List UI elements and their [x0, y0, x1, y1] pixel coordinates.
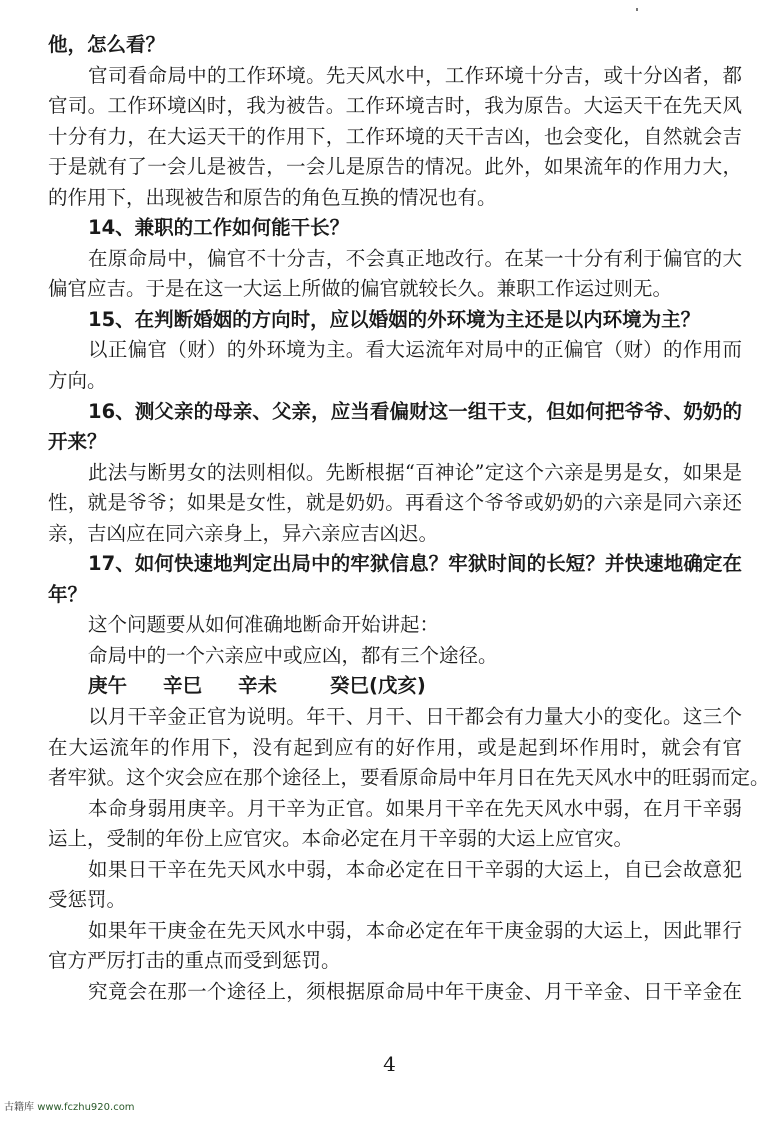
text-line: 如果日干辛在先天风水中弱，本命必定在日干辛弱的大运上，自已会故意犯 [88, 857, 742, 881]
paragraph [48, 641, 742, 672]
paragraph [48, 855, 742, 916]
paragraph [48, 244, 742, 305]
text-line: 以正偏官（财）的外环境为主。看大运流年对局中的正偏官（财）的作用而 [88, 338, 742, 362]
text-line: 者牢狱。这个灾会应在那个途径上，要看原命局中年月日在先天风水中的旺弱而定。 [48, 766, 770, 790]
text-line: 受惩罚。 [48, 888, 127, 912]
paragraph [48, 61, 742, 214]
question-heading [48, 305, 742, 336]
body-text [48, 30, 770, 1008]
text-line: 如果年干庚金在先天风水中弱，本命必定在年干庚金弱的大运上，因此罪行 [88, 918, 742, 942]
text-line: 于是就有了一会儿是被告，一会儿是原告的情况。此外，如果流年的作用力大， [48, 155, 742, 179]
text-line: 16、测父亲的母亲、父亲，应当看偏财这一组干支，但如何把爷爷、奶奶的 [88, 399, 742, 423]
text-line: 官司看命局中的工作环境。先天风水中，工作环境十分吉，或十分凶者，都 [88, 63, 742, 87]
text-line: 年？ [48, 582, 88, 606]
watermark-url: www.fczhu920.com [37, 1102, 135, 1113]
text-line: 他，怎么看？ [48, 33, 166, 56]
question-heading [48, 213, 742, 244]
text-line: 方向。 [48, 369, 107, 393]
text-line: 亲，吉凶应在同六亲身上，异六亲应吉凶迟。 [48, 521, 439, 545]
text-line: 14、兼职的工作如何能干长？ [88, 216, 350, 240]
watermark [4, 1098, 135, 1113]
paragraph [48, 916, 742, 977]
paragraph [48, 702, 770, 794]
question-heading [48, 549, 742, 610]
pillars-row [48, 671, 742, 702]
text-line: 开来？ [48, 430, 107, 454]
pillar: 庚午 [88, 674, 128, 698]
text-line: 本命身弱用庚辛。月干辛为正官。如果月干辛在先天风水中弱，在月干辛弱 [88, 796, 742, 820]
text-line: 官司。工作环境凶时，我为被告。工作环境吉时，我为原告。大运天干在先天风 [48, 94, 742, 118]
watermark-site: 古籍库 [4, 1102, 34, 1113]
paragraph [48, 977, 742, 1008]
text-line: 十分有力，在大运天干的作用下，工作环境的天干吉凶，也会变化，自然就会吉 [48, 124, 742, 148]
scan-speck [636, 8, 638, 11]
text-line: 在大运流年的作用下，没有起到应有的好作用，或是起到坏作用时，就会有官 [48, 735, 742, 759]
text-line: 这个问题要从如何准确地断命开始讲起： [88, 613, 440, 637]
paragraph [48, 458, 742, 550]
text-line: 偏官应吉。于是在这一大运上所做的偏官就较长久。兼职工作运过则无。 [48, 277, 673, 301]
paragraph [48, 794, 742, 855]
text-line: 15、在判断婚姻的方向时，应以婚姻的外环境为主还是以内环境为主？ [88, 307, 701, 331]
text-line: 官方严厉打击的重点而受到惩罚。 [48, 949, 341, 973]
text-line: 此法与断男女的法则相似。先断根据“百神论”定这个六亲是男是女，如果是 [88, 460, 742, 484]
text-line: 究竟会在那一个途径上，须根据原命局中年干庚金、月干辛金、日干辛金在 [88, 979, 742, 1003]
question-heading [48, 30, 742, 61]
text-line: 性，就是爷爷；如果是女性，就是奶奶。再看这个爷爷或奶奶的六亲是同六亲还 [48, 491, 742, 515]
text-line: 运上，受制的年份上应官灾。本命必定在月干辛弱的大运上应官灾。 [48, 827, 634, 851]
question-heading [48, 397, 742, 458]
text-line: 以月干辛金正官为说明。年干、月干、日干都会有力量大小的变化。这三个 [88, 705, 742, 729]
paragraph [48, 610, 742, 641]
pillar: 辛巳 [163, 674, 203, 698]
text-line: 命局中的一个六亲应中或应凶，都有三个途径。 [88, 643, 498, 667]
text-line: 17、如何快速地判定出局中的牢狱信息？牢狱时间的长短？并快速地确定在 [88, 552, 742, 576]
pillar: 辛未 [238, 674, 278, 698]
text-line: 的作用下，出现被告和原告的角色互换的情况也有。 [48, 185, 497, 209]
text-line: 在原命局中，偏官不十分吉，不会真正地改行。在某一十分有利于偏官的大 [88, 246, 742, 270]
paragraph [48, 335, 742, 396]
pillar: 癸巳(戊亥) [330, 674, 426, 698]
page-number: 4 [383, 1052, 396, 1076]
